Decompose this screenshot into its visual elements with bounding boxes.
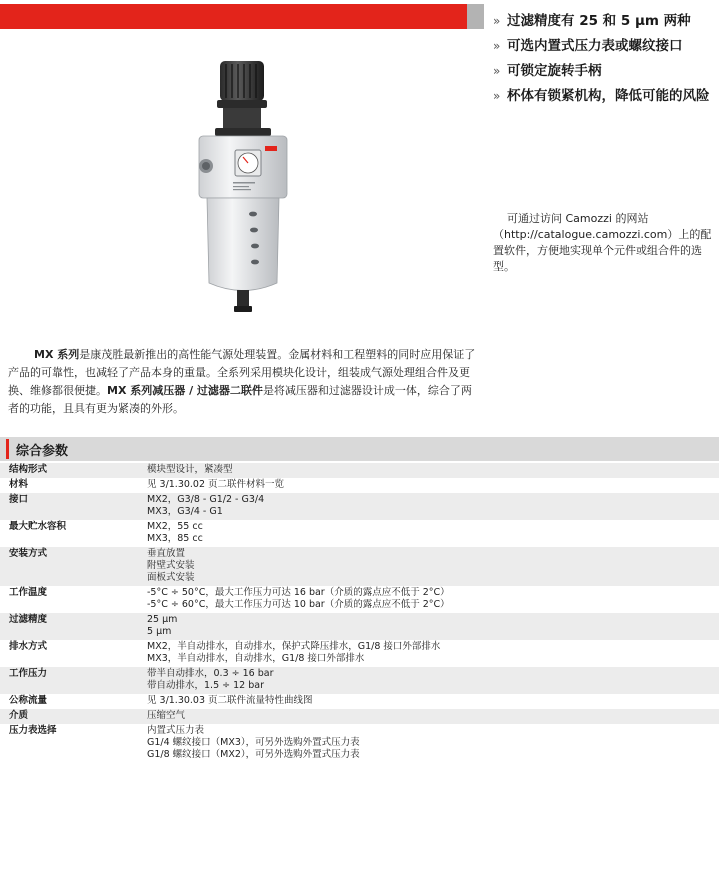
spec-row xyxy=(0,463,719,478)
feature-text: 过滤精度有 25 和 5 μm 两种 xyxy=(507,13,691,29)
spec-value xyxy=(140,548,719,584)
spec-row xyxy=(0,520,719,547)
spec-value-line: 压缩空气 xyxy=(147,710,186,721)
spec-value-line: 附壁式安装 xyxy=(147,560,195,571)
feature-item xyxy=(493,62,715,81)
feature-item xyxy=(493,87,715,106)
header-red-bar xyxy=(0,4,484,29)
spec-value-line: MX2，G3/8 - G1/2 - G3/4 xyxy=(147,494,265,505)
spec-value-line: 25 μm xyxy=(147,614,178,625)
intro-bold-series: MX 系列 xyxy=(34,348,80,361)
header-bar-end xyxy=(467,4,484,29)
section-header xyxy=(0,437,719,461)
spec-value xyxy=(140,641,719,665)
spec-value-line: G1/8 螺纹接口（MX2），可另外选购外置式压力表 xyxy=(147,749,360,760)
spec-value-line: 5 μm xyxy=(147,626,172,637)
spec-value xyxy=(140,725,719,761)
spec-row xyxy=(0,709,719,724)
spec-label: 结构形式 xyxy=(9,464,48,475)
intro-bold-product: MX 系列减压器 / 过滤器二联件 xyxy=(107,384,263,397)
spec-label: 接口 xyxy=(9,494,29,505)
spec-row xyxy=(0,724,719,763)
spec-label: 过滤精度 xyxy=(9,614,48,625)
spec-label: 介质 xyxy=(9,710,29,721)
feature-text: 可选内置式压力表或螺纹接口 xyxy=(507,38,683,54)
spec-value xyxy=(140,479,719,491)
spec-value xyxy=(140,521,719,545)
spec-value xyxy=(140,614,719,638)
spec-value-line: MX3，G3/4 - G1 xyxy=(147,506,223,517)
spec-value-line: 模块型设计，紧凑型 xyxy=(147,464,233,475)
spec-label: 工作压力 xyxy=(9,668,48,679)
intro-text: 是将减压器和过滤器设计成一体，综合了两者的功能，且具有更为紧凑的外形。 xyxy=(8,384,472,415)
series-intro xyxy=(8,346,478,418)
spec-value xyxy=(140,710,719,722)
bullet-icon: » xyxy=(493,14,501,28)
bullet-icon: » xyxy=(493,89,501,103)
spec-label: 公称流量 xyxy=(9,695,48,706)
spec-value-line: MX2，半自动排水，自动排水，保护式降压排水，G1/8 接口外部排水 xyxy=(147,641,441,652)
spec-value xyxy=(140,494,719,518)
spec-value-line: 带自动排水，1.5 ÷ 12 bar xyxy=(147,680,264,691)
spec-value-line: 见 3/1.30.02 页二联件材料一览 xyxy=(147,479,285,490)
spec-value xyxy=(140,464,719,476)
spec-value xyxy=(140,587,719,611)
spec-value-line: -5°C ÷ 50°C，最大工作压力可达 16 bar（介质的露点应不低于 2°C） xyxy=(147,587,450,598)
spec-label: 工作温度 xyxy=(9,587,48,598)
feature-text: 可锁定旋转手柄 xyxy=(507,63,602,79)
spec-label: 最大贮水容积 xyxy=(9,521,67,532)
spec-value xyxy=(140,668,719,692)
spec-value-line: 内置式压力表 xyxy=(147,725,205,736)
configurator-note: 可通过访问 Camozzi 的网站（http://catalogue.camozzi.com）上的配置软件，方便地实现单个元件或组合件的选型。 xyxy=(493,212,712,273)
section-accent-mark xyxy=(6,439,9,459)
spec-row xyxy=(0,478,719,493)
spec-value-line: 见 3/1.30.03 页二联件流量特性曲线图 xyxy=(147,695,313,706)
spec-label: 排水方式 xyxy=(9,641,48,652)
spec-row xyxy=(0,613,719,640)
spec-table xyxy=(0,463,719,763)
spec-value xyxy=(140,695,719,707)
spec-value-line: 垂直放置 xyxy=(147,548,186,559)
spec-value-line: 面板式安装 xyxy=(147,572,195,583)
spec-row xyxy=(0,667,719,694)
spec-value-line: 带半自动排水，0.3 ÷ 16 bar xyxy=(147,668,274,679)
spec-label: 压力表选择 xyxy=(9,725,57,736)
spec-row xyxy=(0,493,719,520)
spec-row xyxy=(0,547,719,586)
spec-label: 材料 xyxy=(9,479,29,490)
intro-text: 是康茂胜最新推出的高性能气源处理装置。金属材料和工程塑料的同时应用保证了产品的可靠性，也减轻了产品本身的重量。全系列采用模块化设计，组装成气源处理组合件及更换、维修都很便捷。 xyxy=(8,348,476,397)
spec-value-line: MX3，半自动排水，自动排水，G1/8 接口外部排水 xyxy=(147,653,365,664)
bullet-icon: » xyxy=(493,39,501,53)
bullet-icon: » xyxy=(493,64,501,78)
section-title: 综合参数 xyxy=(16,444,69,459)
spec-row xyxy=(0,640,719,667)
spec-label: 安装方式 xyxy=(9,548,48,559)
feature-item xyxy=(493,12,715,31)
spec-value-line: -5°C ÷ 60°C，最大工作压力可达 10 bar（介质的露点应不低于 2°C） xyxy=(147,599,450,610)
spec-value-line: MX2，55 cc xyxy=(147,521,203,532)
spec-row xyxy=(0,586,719,613)
spec-value-line: G1/4 螺纹接口（MX3），可另外选购外置式压力表 xyxy=(147,737,360,748)
feature-item xyxy=(493,37,715,56)
feature-list xyxy=(493,12,715,112)
spec-row xyxy=(0,694,719,709)
feature-text: 杯体有锁紧机构，降低可能的风险 xyxy=(507,88,710,104)
product-image xyxy=(193,58,293,320)
spec-value-line: MX3，85 cc xyxy=(147,533,203,544)
